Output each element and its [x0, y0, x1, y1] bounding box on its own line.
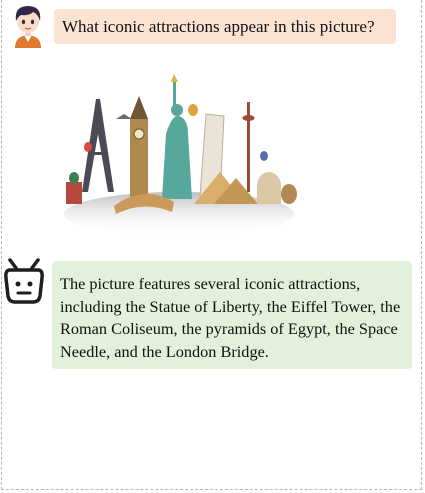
world-landmarks-collage-image — [54, 74, 300, 246]
user-question-bubble: What iconic attractions appear in this picture? — [54, 9, 396, 44]
user-avatar-icon — [9, 2, 47, 48]
robot-avatar-icon — [2, 256, 46, 304]
assistant-answer-bubble: The picture features several iconic attractions, including the Statue of Liberty, the Eiffel Tower, the Roman Coliseum, the pyramids of Egypt, the Space Needle, and the London Bridge. — [52, 261, 412, 369]
